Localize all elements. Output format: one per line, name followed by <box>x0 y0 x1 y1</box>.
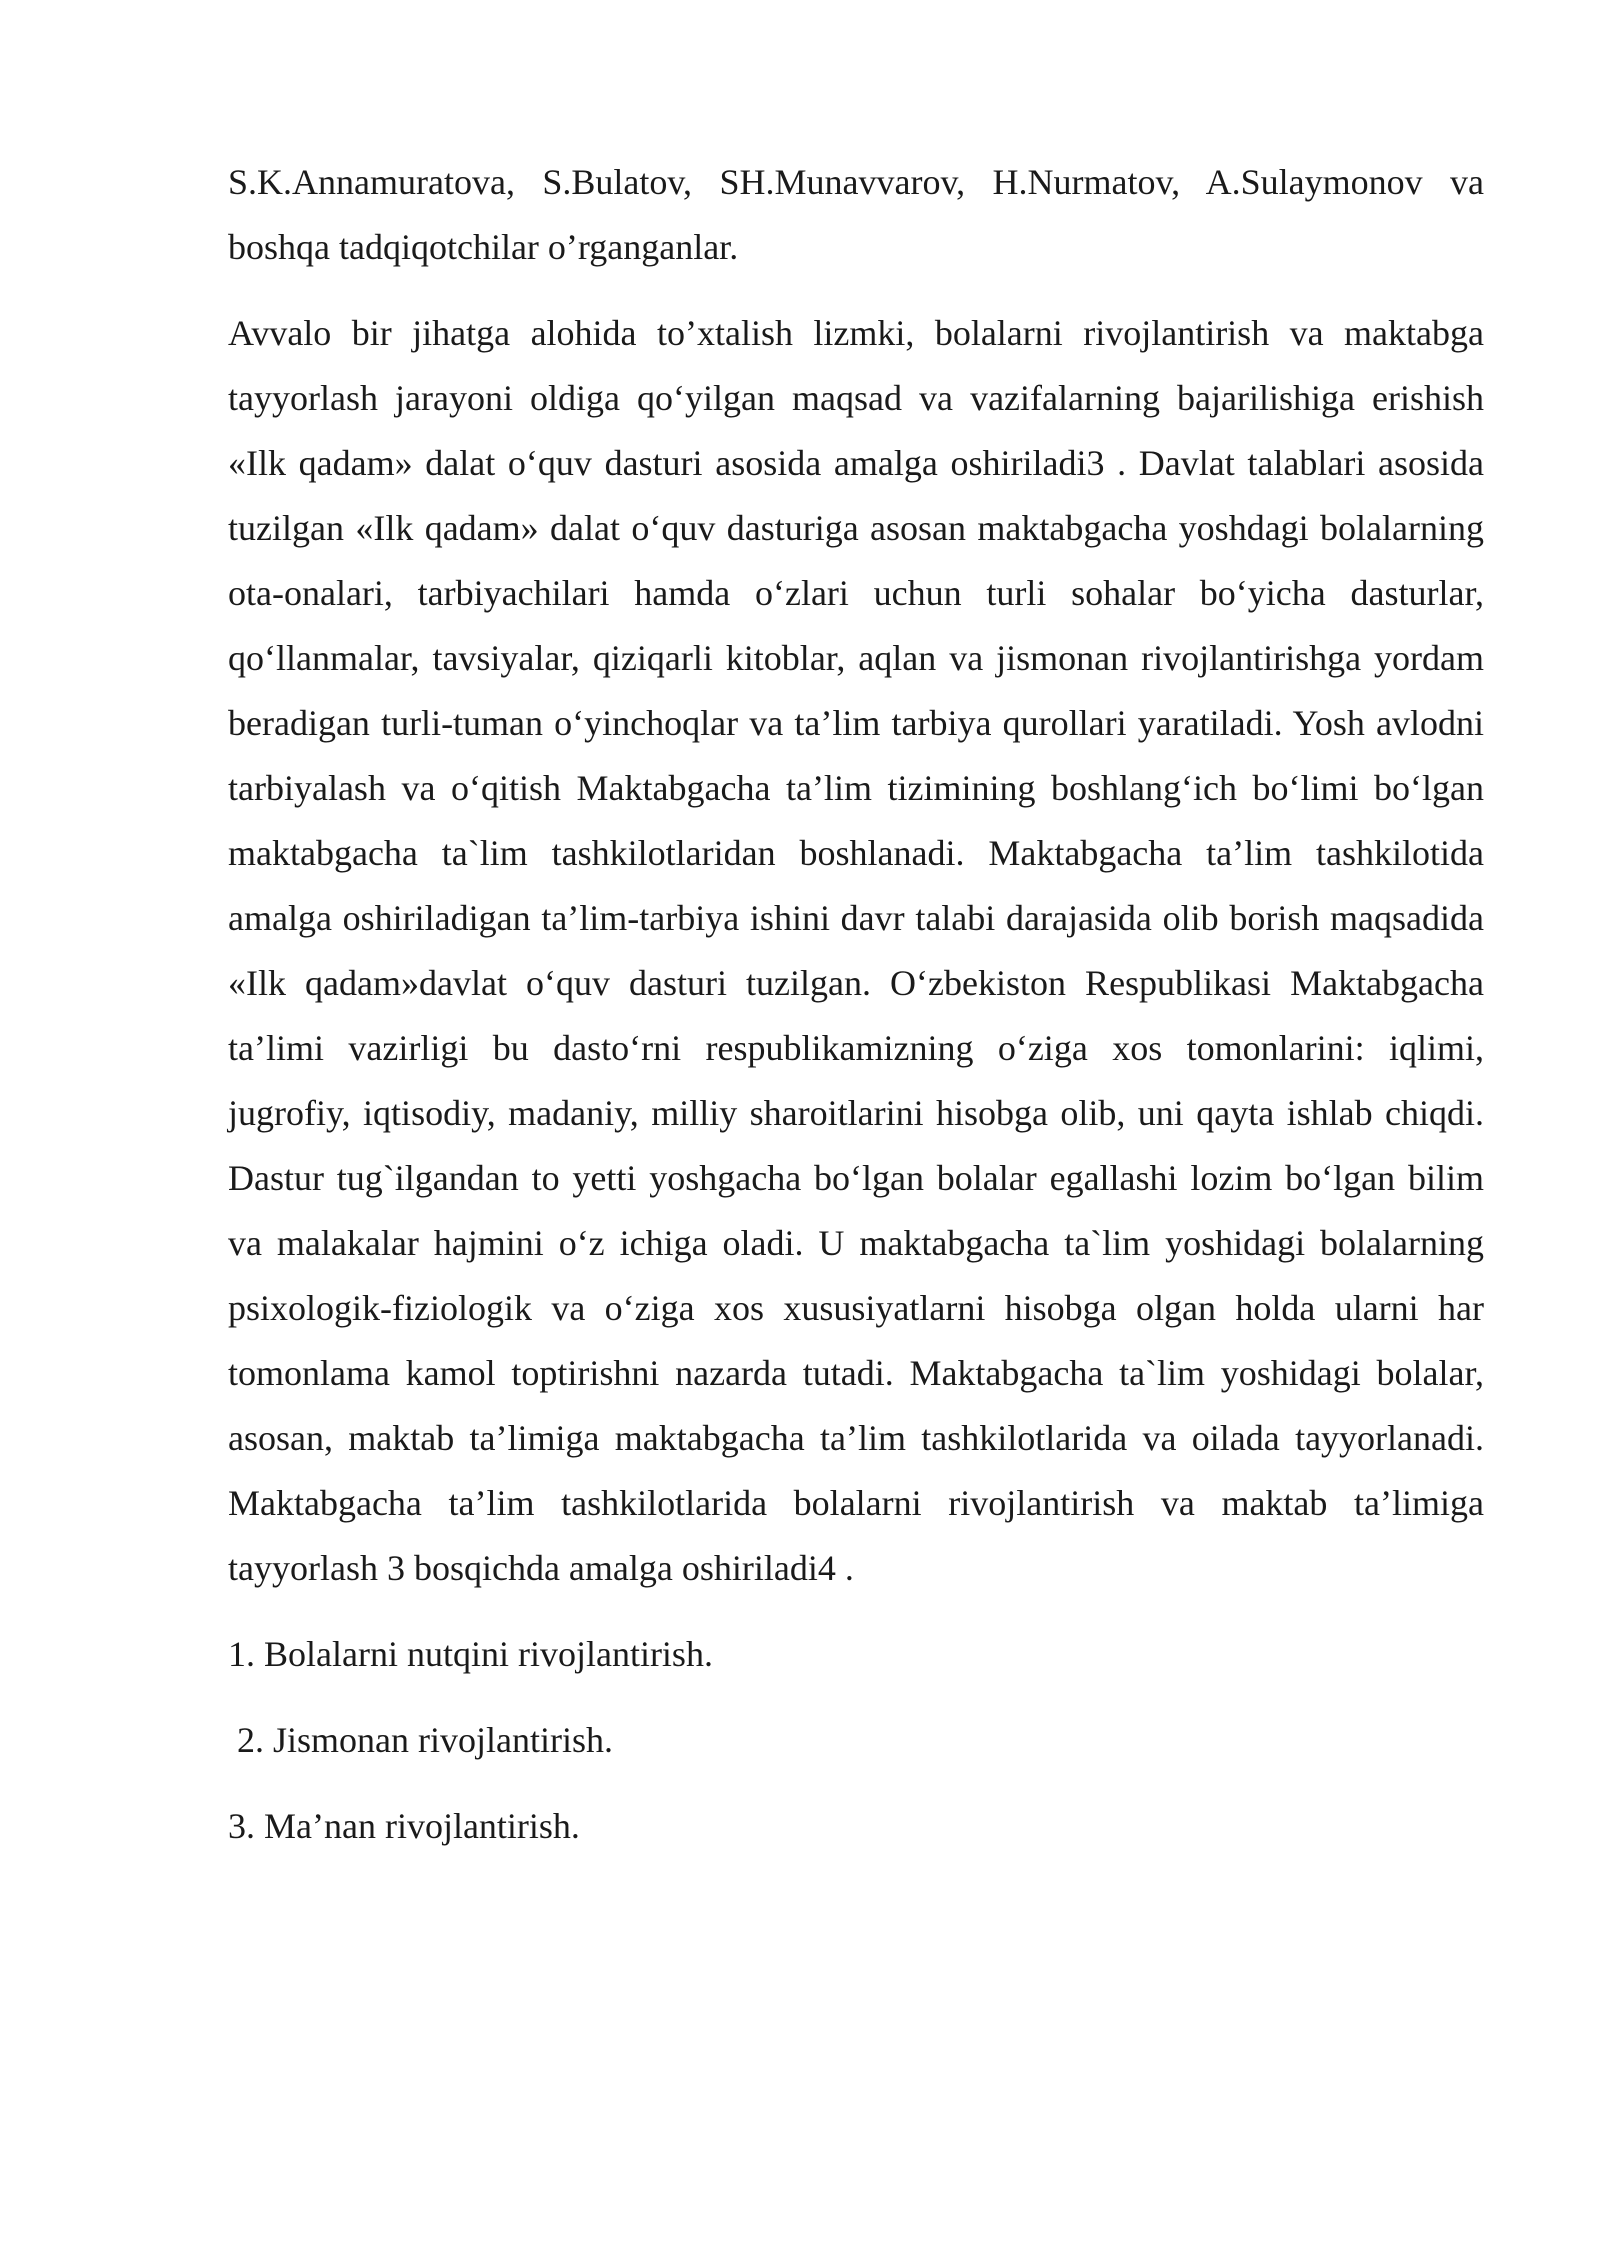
paragraph-ilk-qadam-program: Avvalo bir jihatga alohida to’xtalish lizmki, bolalarni rivojlantirish va maktabga tayyorlash jarayoni oldiga qo‘yilgan maqsad va vazifalarning bajarilishiga erishish «Ilk qadam» dalat o‘quv dasturi asosida amalga oshiriladi3 . Davlat talablari asosida tuzilgan «Ilk qadam» dalat o‘quv dasturiga asosan maktabgacha yoshdagi bolalarning ota-onalari, tarbiyachilari hamda o‘zlari uchun turli sohalar bo‘yicha dasturlar, qo‘llanmalar, tavsiyalar, qiziqarli kitoblar, aqlan va jismonan rivojlantirishga yordam beradigan turli-tuman o‘yinchoqlar va ta’lim tarbiya qurollari yaratiladi. Yosh avlodni tarbiyalash va o‘qitish Maktabgacha ta’lim tizimining boshlang‘ich bo‘limi bo‘lgan maktabgacha ta`lim tashkilotlaridan boshlanadi. Maktabgacha ta’lim tashkilotida amalga oshiriladigan ta’lim-tarbiya ishini davr talabi darajasida olib borish maqsadida «Ilk qadam»davlat o‘quv dasturi tuzilgan. O‘zbekiston Respublikasi Maktabgacha ta’limi vazirligi bu dasto‘rni respublikamizning o‘ziga xos tomonlarini: iqlimi, jugrofiy, iqtisodiy, madaniy, milliy sharoitlarini hisobga olib, uni qayta ishlab chiqdi. Dastur tug`ilgandan to yetti yoshgacha bo‘lgan bolalar egallashi lozim bo‘lgan bilim va malakalar hajmini o‘z ichiga oladi. U maktabgacha ta`lim yoshidagi bolalarning psixologik-fiziologik va o‘ziga xos xususiyatlarni hisobga olgan holda ularni har tomonlama kamol toptirishni nazarda tutadi. Maktabgacha ta`lim yoshidagi bolalar, asosan, maktab ta’limiga maktabgacha ta’lim tashkilotlarida va oilada tayyorlanadi. Maktabgacha ta’lim tashkilotlarida bolalarni rivojlantirish va maktab ta’limiga tayyorlash 3 bosqichda amalga oshiriladi4 . <box>228 313 1484 1588</box>
document-page <box>228 150 1484 1859</box>
list-item: 1. Bolalarni nutqini rivojlantirish. <box>228 1634 713 1674</box>
development-stages-list <box>228 1622 1484 1859</box>
list-item: 3. Ma’nan rivojlantirish. <box>228 1806 580 1846</box>
paragraph-researchers: S.K.Annamuratova, S.Bulatov, SH.Munavvarov, H.Nurmatov, A.Sulaymonov va boshqa tadqiqotchilar o’rganganlar. <box>228 162 1484 267</box>
list-item: 2. Jismonan rivojlantirish. <box>237 1720 613 1760</box>
